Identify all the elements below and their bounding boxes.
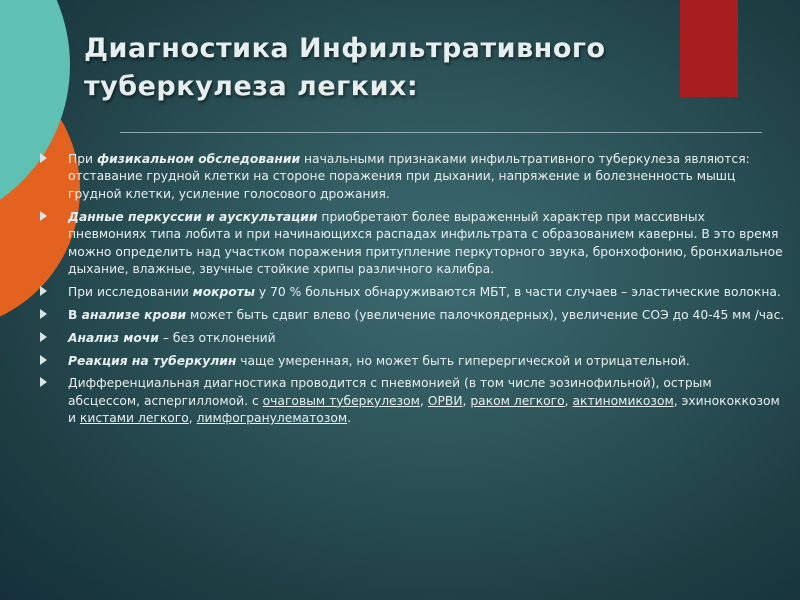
separator: ,	[188, 411, 197, 426]
bullet-percussion	[40, 209, 785, 279]
bullet-sputum	[40, 284, 785, 301]
bullet-text-pre: При	[68, 152, 97, 166]
link-lymphogranulomatosis[interactable]: лимфогранулематозом	[196, 411, 348, 426]
bullet-arrow-icon	[40, 309, 47, 319]
bullet-text-post: – без отклонений	[158, 330, 276, 345]
link-lung-cysts[interactable]: кистами легкого	[79, 411, 189, 426]
bullet-emphasis: анализе крови	[81, 307, 187, 322]
bullet-urine-test	[40, 330, 785, 347]
slide-title	[84, 30, 674, 106]
bullet-emphasis: мокроты	[192, 284, 255, 299]
bullet-text: Дифференциальная диагностика проводится с пневмонией (в том числе эозинофильной), острым абсцессом, аспергилломой. с	[68, 376, 712, 408]
bullet-emphasis: физикальном обследовании	[96, 152, 301, 166]
link-focal-tuberculosis[interactable]: очаговым туберкулезом	[262, 393, 420, 408]
link-actinomycosis[interactable]: актиномикозом	[572, 393, 674, 408]
bullet-text: , эхинококкозом и	[68, 393, 780, 426]
red-rectangle-decoration	[680, 0, 738, 97]
bullet-text-pre: При исследовании	[68, 284, 193, 299]
bullet-text-post: приобретают более выраженный характер при массивных пневмониях типа лобита и при начинающихся распадах инфильтрата с образованием каверны. В это время можно определить над участком поражения притупление перкуторного звука, бронхофонию, бронхиальное дыхание, влажные, звучные стойкие хрипы различного калибра.	[68, 209, 783, 276]
bullet-physical-exam	[40, 151, 785, 203]
link-lung-cancer[interactable]: раком легкого	[470, 393, 565, 408]
bullet-text-pre: В	[68, 307, 82, 322]
bullet-text-post: начальными признаками инфильтративного туберкулеза являются: отставание грудной клетки на стороне поражения при дыхании, напряжение и болезненность мышц грудной клетки, усиление голосового дрожания.	[68, 152, 750, 201]
separator: ,	[419, 393, 428, 408]
bullet-text-post: может быть сдвиг влево (увеличение палочкоядерных), увеличение СОЭ до 40-45 мм /час.	[186, 307, 785, 322]
bullet-tuberculin	[40, 353, 785, 370]
bullet-differential	[40, 375, 785, 427]
separator: ,	[564, 393, 573, 408]
separator: ,	[462, 393, 471, 408]
bullet-list	[40, 151, 785, 433]
bullet-arrow-icon	[40, 153, 47, 163]
link-orvi[interactable]: ОРВИ	[427, 393, 463, 408]
bullet-text-end: .	[347, 411, 352, 426]
bullet-text-post: у 70 % больных обнаруживаются МБТ, в части случаев – эластические волокна.	[254, 284, 781, 299]
bullet-emphasis: Реакция на туберкулин	[68, 353, 237, 368]
bullet-arrow-icon	[40, 332, 47, 342]
bullet-text-post: чаще умеренная, но может быть гиперергической и отрицательной.	[236, 353, 690, 368]
bullet-blood-test	[40, 307, 785, 324]
bullet-arrow-icon	[40, 211, 47, 221]
slide-title-line-1: Диагностика Инфильтративного	[84, 33, 606, 64]
bullet-arrow-icon	[40, 355, 47, 365]
title-divider	[120, 132, 762, 133]
bullet-arrow-icon	[40, 377, 47, 387]
bullet-emphasis: Анализ мочи	[68, 330, 159, 345]
bullet-emphasis: Данные перкуссии и аускультации	[68, 209, 318, 224]
slide-title-line-2: туберкулеза легких:	[84, 71, 419, 102]
bullet-arrow-icon	[40, 286, 47, 296]
